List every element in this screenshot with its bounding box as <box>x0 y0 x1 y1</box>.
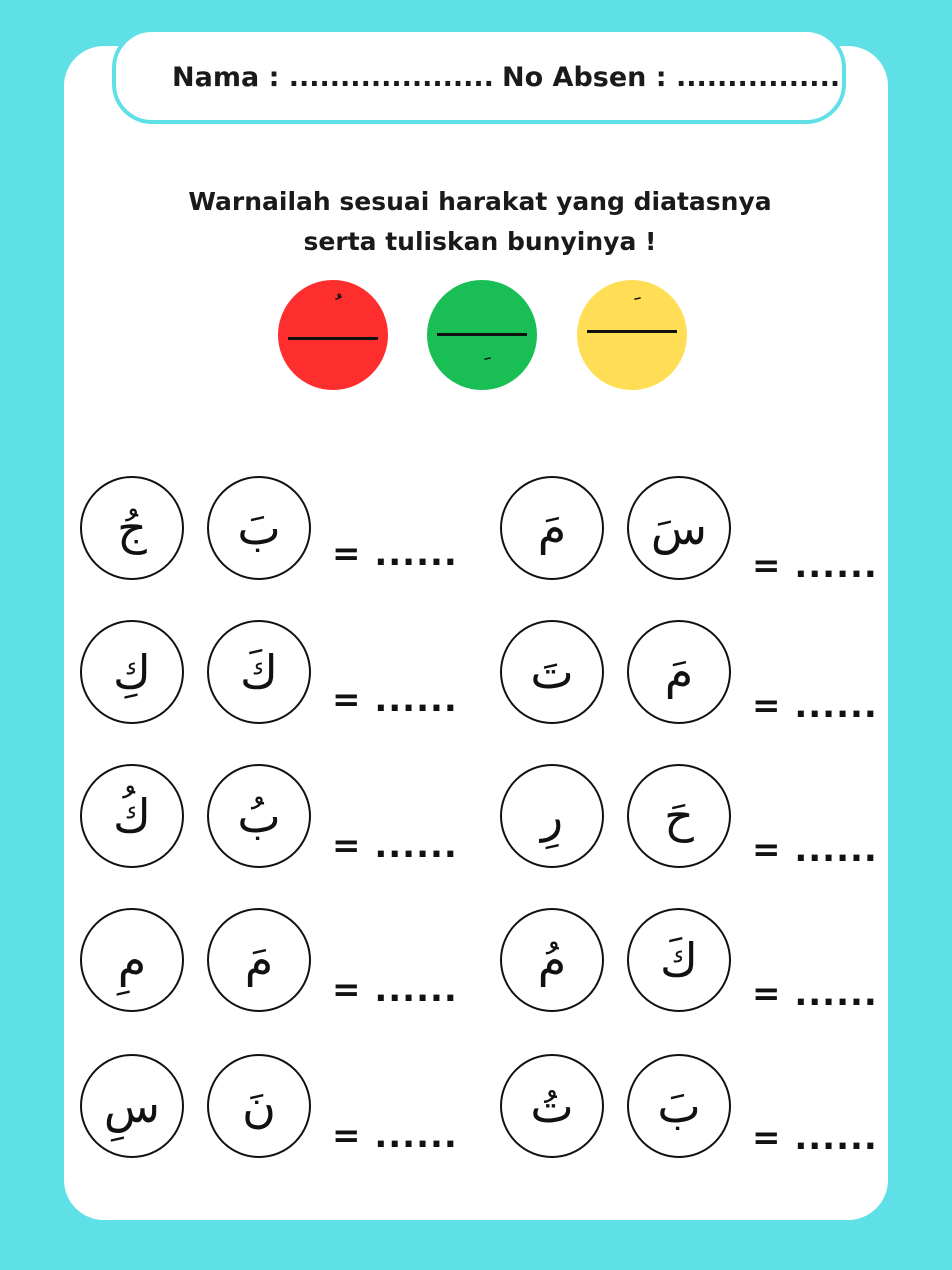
instruction-line-1: Warnailah sesuai harakat yang diatasnya <box>188 187 772 216</box>
kasrah-mark <box>427 338 537 363</box>
letter-circle[interactable]: كِ <box>80 620 184 724</box>
letter-circle[interactable]: سِ <box>80 1054 184 1158</box>
letter-circle[interactable]: كُ <box>80 764 184 868</box>
letter-circle[interactable]: نَ <box>207 1054 311 1158</box>
letter-circle[interactable]: جُ <box>80 476 184 580</box>
instruction-line-2: serta tuliskan bunyinya ! <box>303 227 657 256</box>
letter-circle[interactable]: حَ <box>627 764 731 868</box>
dhammah-mark <box>278 294 388 319</box>
answer-blank[interactable]: = ...... <box>752 1118 878 1158</box>
answer-blank[interactable]: = ...... <box>332 1116 458 1156</box>
legend-line <box>587 330 677 333</box>
legend-line <box>437 333 527 336</box>
letter-circle[interactable]: كَ <box>207 620 311 724</box>
letter-circle[interactable]: رِ <box>500 764 604 868</box>
name-box <box>112 28 846 124</box>
letter-circle[interactable]: تُ <box>500 1054 604 1158</box>
answer-blank[interactable]: = ...... <box>332 970 458 1010</box>
answer-blank[interactable]: = ...... <box>332 826 458 866</box>
letter-circle[interactable]: كَ <box>627 908 731 1012</box>
fathah-mark <box>577 294 687 319</box>
letter-circle[interactable]: سَ <box>627 476 731 580</box>
letter-circle[interactable]: تَ <box>500 620 604 724</box>
answer-blank[interactable]: = ...... <box>752 830 878 870</box>
letter-circle[interactable]: مَ <box>627 620 731 724</box>
answer-blank[interactable]: = ...... <box>752 546 878 586</box>
legend-kasrah-circle <box>427 280 537 390</box>
letter-circle[interactable]: مَ <box>207 908 311 1012</box>
nama-field[interactable]: Nama : .................... <box>172 62 494 93</box>
answer-blank[interactable]: = ...... <box>332 680 458 720</box>
letter-circle[interactable]: بَ <box>207 476 311 580</box>
legend-dhammah-circle <box>278 280 388 390</box>
instruction <box>140 182 820 262</box>
letter-circle[interactable]: مُ <box>500 908 604 1012</box>
letter-circle[interactable]: مِ <box>80 908 184 1012</box>
absen-field[interactable]: No Absen : ................ <box>502 62 841 93</box>
legend-fathah-circle <box>577 280 687 390</box>
answer-blank[interactable]: = ...... <box>752 686 878 726</box>
legend-line <box>288 337 378 340</box>
letter-circle[interactable]: بُ <box>207 764 311 868</box>
letter-circle[interactable]: مَ <box>500 476 604 580</box>
letter-circle[interactable]: بَ <box>627 1054 731 1158</box>
answer-blank[interactable]: = ...... <box>752 974 878 1014</box>
answer-blank[interactable]: = ...... <box>332 534 458 574</box>
